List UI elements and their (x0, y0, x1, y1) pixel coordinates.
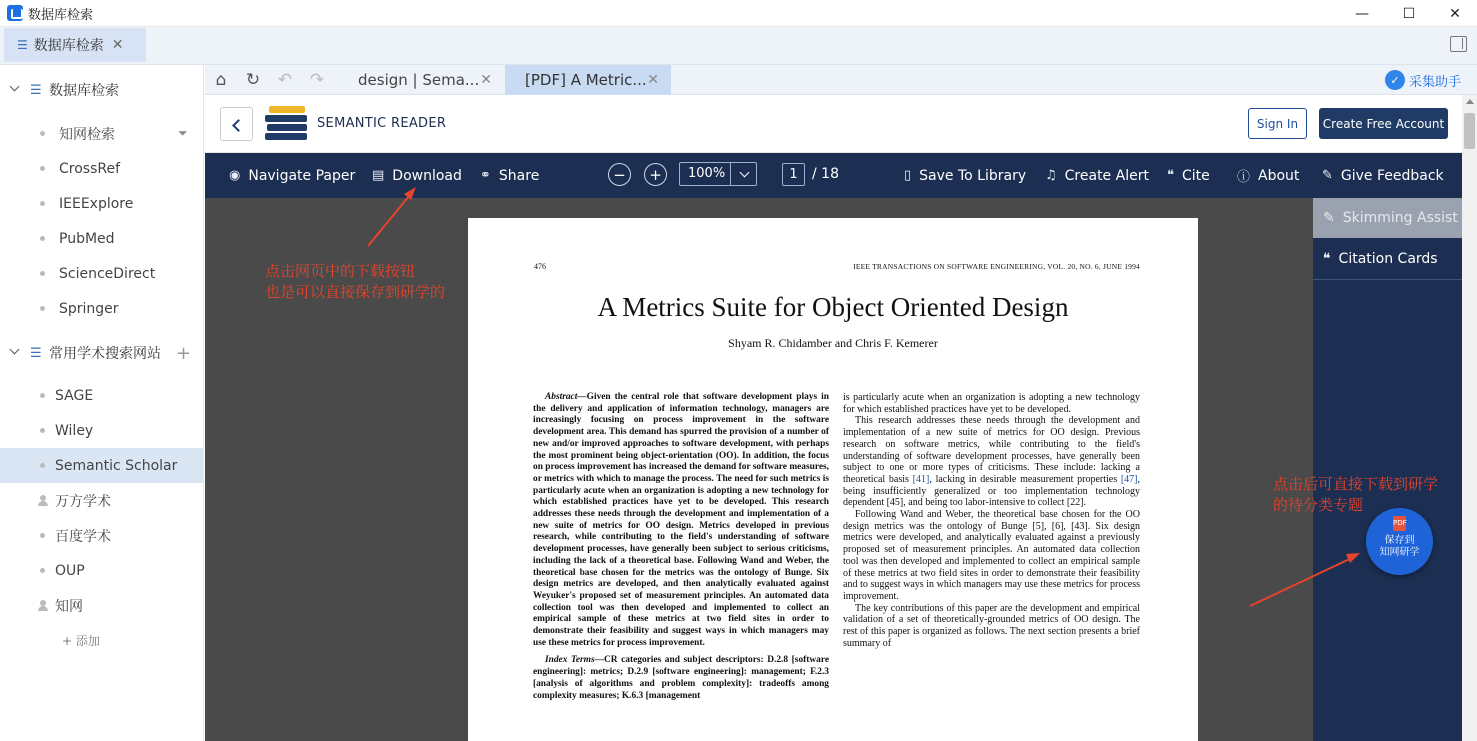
sidebar-item-oup[interactable] (0, 553, 204, 588)
feedback-icon: ✎ (1322, 168, 1333, 183)
sidebar-item-label: ScienceDirect (59, 265, 156, 282)
paragraph: Following Wand and Weber, the theoretical base chosen for the OO design metrics was the ontology of Bunge [5], [6], [43]. Six design metrics were developed, and analytically evaluated against a previously proposed set of measurement principles. An automated data collection tool was then developed and implemented to collect an empirical sample of these metrics at two field sites in order to demonstrate their feasibility and to suggest ways in which managers may use these metrics for process improvement. (843, 509, 1140, 602)
bullet-icon (40, 131, 45, 136)
download-annotation (265, 261, 445, 303)
refresh-icon[interactable]: ↻ (245, 70, 261, 90)
abstract-text: Given the central role that software development plays in the delivery and application of information technology, managers are increasingly focusing on process improvement in the software development area. This demand has spurred the provision of a number of new and/or improved approaches to software development, with perhaps the most prominent being object-orientation (OO). In addition, the focus on process improvement has increased the demand for software measures, or metrics with which to manage the process. The need for such metrics is particularly acute when an organization is adopting a new technology for which established practices have yet to be developed. This research addresses these needs through the development and implementation of a new suite of metrics for OO design. Metrics developed in previous research, while contributing to the field's understanding of software development processes, have generally been subject to serious criticisms, including the lack of a theoretical base. Following Wand and Weber, the theoretical base chosen for the metrics was the ontology of Bunge. Six design metrics are developed, and then analytically evaluated against Weyuker's proposed set of measurement principles. An automated data collection tool was then developed and implemented to collect an empirical sample of these metrics at two field sites in order to demonstrate their feasibility and suggest ways in which managers may use these metrics for process improvement. (533, 392, 829, 648)
sidebar-group-academic-sites[interactable] (0, 338, 204, 368)
toolbar-label: Share (498, 167, 540, 184)
back-button[interactable] (220, 107, 253, 141)
assistant-label: 采集助手 (1408, 74, 1461, 90)
toolbar-label: Create Alert (1064, 167, 1149, 184)
side-panel-toggle-icon[interactable] (1450, 36, 1467, 52)
browser-tab-design[interactable] (338, 65, 504, 95)
annotation-line: 点击后可直接下载到研学 (1273, 475, 1439, 493)
minimize-button[interactable]: — (1355, 5, 1369, 22)
bullet-icon (40, 393, 45, 398)
chevron-down-icon[interactable] (10, 345, 20, 355)
tab-label: 数据库检索 (33, 38, 104, 54)
page-number-input[interactable]: 1 (782, 163, 805, 186)
back-arrow-icon[interactable]: ↶ (277, 70, 293, 90)
top-tab-strip (0, 27, 1477, 65)
panel-label: Skimming Assist (1342, 210, 1458, 226)
sidebar-item-label: PubMed (59, 230, 115, 247)
close-tab-icon[interactable]: ✕ (647, 72, 659, 88)
filter-icon[interactable]: ⏷ (178, 126, 188, 140)
group-label: 数据库检索 (49, 83, 119, 99)
save-to-library-button[interactable] (904, 153, 1026, 198)
page-number: 476 (534, 262, 546, 271)
minus-icon: − (613, 165, 626, 184)
browser-tab-label: design | Sema... (358, 71, 480, 89)
skimming-assist-button[interactable] (1313, 198, 1462, 238)
bullet-icon (40, 428, 45, 433)
close-tab-icon[interactable]: ✕ (480, 72, 492, 88)
page-scrollbar[interactable] (1462, 95, 1477, 741)
semantic-reader-logo-icon (265, 105, 310, 143)
pdf-page (468, 218, 1198, 741)
toolbar-label: Save To Library (919, 167, 1027, 184)
search-list-icon: ☰ (17, 38, 28, 52)
sidebar-item-cnki-search[interactable] (0, 116, 204, 151)
info-icon: ⓘ (1237, 170, 1251, 185)
save-label-2: 知网研学 (1379, 547, 1420, 558)
create-account-button[interactable]: Create Free Account (1319, 108, 1448, 139)
toolbar-label: Download (392, 167, 462, 184)
toolbar-label: About (1258, 167, 1300, 184)
paper-authors: Shyam R. Chidamber and Chris F. Kemerer (728, 336, 938, 350)
search-list-icon: ☰ (30, 345, 42, 361)
toolbar-label: Cite (1182, 167, 1210, 184)
zoom-out-button[interactable] (608, 163, 631, 186)
reader-header (205, 95, 1462, 153)
browser-tab-label: [PDF] A Metric... (525, 71, 647, 89)
zoom-in-button[interactable] (644, 163, 667, 186)
annotation-line: 也是可以直接保存到研学的 (265, 283, 446, 301)
maximize-button[interactable]: ☐ (1402, 5, 1416, 22)
share-button[interactable] (480, 153, 539, 198)
journal-header: IEEE TRANSACTIONS ON SOFTWARE ENGINEERING, VOL. 20, NO. 6, JUNE 1994 (853, 262, 1140, 271)
group-label: 常用学术搜索网站 (49, 346, 161, 362)
bookmark-icon: ▯ (904, 168, 912, 183)
sidebar-group-database-search[interactable] (0, 75, 204, 105)
sidebar-item-label: 万方学术 (55, 493, 111, 510)
citation-link[interactable]: [41] (912, 473, 930, 485)
chevron-down-icon[interactable] (730, 163, 757, 185)
save-label-1: 保存到 (1384, 535, 1415, 546)
bullet-icon (40, 568, 45, 573)
sidebar-item-label: Springer (59, 300, 119, 317)
scrollbar-thumb[interactable] (1464, 113, 1475, 149)
annotation-line: 的待分类专题 (1273, 496, 1364, 514)
forward-arrow-icon[interactable]: ↷ (309, 70, 325, 90)
bullet-icon (40, 306, 45, 311)
sidebar-item-baidu-scholar[interactable] (0, 518, 204, 553)
about-button[interactable] (1237, 153, 1299, 198)
download-button[interactable] (372, 153, 462, 198)
close-tab-icon[interactable]: ✕ (111, 37, 124, 53)
sidebar-item-crossref[interactable] (0, 151, 204, 186)
sidebar-item-semantic-scholar[interactable] (0, 448, 204, 483)
create-alert-button[interactable] (1045, 153, 1149, 198)
window-title-bar (0, 0, 1477, 27)
browser-tab-bar (205, 65, 1477, 95)
sidebar-item-label: CrossRef (59, 160, 121, 177)
plus-icon: + (649, 165, 662, 184)
download-icon: ▤ (372, 168, 385, 183)
assistant-icon: ✓ (1385, 70, 1405, 90)
app-logo-icon (7, 5, 23, 21)
paragraph: is particularly acute when an organization is adopting a new technology for which established practices have yet to be developed. (843, 392, 1140, 415)
paragraph-part: , being insufficiently generalized or too implementation technology dependent [45], and being too labor-intensive to collect [22]. (843, 473, 1140, 509)
save-to-cnki-button[interactable] (1366, 508, 1433, 575)
home-icon[interactable]: ⌂ (215, 70, 227, 90)
collect-assistant-button[interactable] (1385, 68, 1461, 92)
sign-in-button[interactable]: Sign In (1248, 108, 1307, 139)
give-feedback-button[interactable] (1322, 153, 1444, 198)
close-window-button[interactable]: ✕ (1449, 5, 1461, 22)
user-icon (38, 600, 48, 611)
sidebar-item-sage[interactable] (0, 378, 204, 413)
paragraph-part: , lacking in desirable measurement properties (929, 473, 1121, 485)
intro-column (843, 392, 1140, 649)
bullet-icon (40, 271, 45, 276)
window-title: 数据库检索 (28, 7, 94, 23)
sidebar-item-cnki[interactable] (0, 588, 204, 623)
zoom-value: 100% (688, 166, 726, 181)
pen-icon: ✎ (1323, 210, 1335, 226)
compass-icon: ◉ (229, 168, 241, 183)
browser-tab-pdf[interactable] (505, 65, 671, 95)
sidebar-item-label: IEEExplore (59, 195, 134, 212)
sidebar-item-label: Wiley (55, 422, 94, 439)
reader-side-panel (1313, 198, 1462, 741)
sidebar-item-wiley[interactable] (0, 413, 204, 448)
sidebar-item-sciencedirect[interactable] (0, 256, 204, 291)
bullet-icon (40, 166, 45, 171)
toolbar-label: Give Feedback (1340, 167, 1444, 184)
sidebar-item-ieeexplore[interactable] (0, 186, 204, 221)
bell-icon: ♫ (1045, 168, 1057, 183)
paper-title: A Metrics Suite for Object Oriented Design (597, 292, 1069, 322)
citation-link[interactable]: [47] (1120, 473, 1138, 485)
sidebar (0, 65, 204, 741)
add-site-button[interactable]: + 添加 (62, 634, 100, 648)
page-total: / 18 (812, 166, 839, 182)
annotation-line: 点击网页中的下载按钮 (265, 262, 416, 280)
bullet-icon (40, 236, 45, 241)
sidebar-item-label: 百度学术 (55, 528, 111, 545)
index-terms-text: CR categories and subject descriptors: D.2.8 [software engineering]: metrics; D.2.9 [software engineering]: management; F.2.3 [analysis of algorithms and problem complexity]: tradeoffs among complexity measures; K.6.3 [management (533, 655, 829, 701)
panel-label: Citation Cards (1338, 250, 1438, 267)
add-site-icon[interactable]: + (176, 342, 192, 364)
zoom-select[interactable] (679, 162, 757, 186)
citation-cards-button[interactable] (1313, 238, 1462, 280)
index-terms-lead: Index Terms— (545, 655, 604, 666)
link-icon: ⚭ (480, 168, 491, 183)
save-annotation (1273, 474, 1438, 516)
abstract-lead: Abstract— (545, 392, 587, 402)
paragraph-part: This research addresses these needs through the development and implementation of a new suite of metrics for OO design. Previous research on software metrics, while contributing to the field's understanding of software development processes, have generally been subject to one or more types of criticisms. These include: lacking a theoretical basis (843, 415, 1140, 485)
sidebar-item-wanfang[interactable] (0, 483, 204, 518)
cite-button[interactable] (1167, 153, 1210, 198)
pdf-icon: PDF (1393, 516, 1406, 531)
sidebar-item-label: OUP (55, 562, 85, 579)
bullet-icon (40, 533, 45, 538)
chevron-down-icon[interactable] (10, 82, 20, 92)
paragraph: The key contributions of this paper are the development and empirical validation of a set of theoretically-grounded metrics of OO design. The rest of this paper is organized as follows. The next section presents a brief summary of (843, 602, 1140, 649)
sidebar-item-label: SAGE (55, 387, 94, 404)
navigate-paper-button[interactable] (229, 153, 355, 198)
quote-card-icon: ❝ (1323, 250, 1331, 267)
sidebar-item-label: Semantic Scholar (55, 457, 178, 474)
reader-toolbar (205, 153, 1462, 198)
sidebar-item-label: 知网 (55, 598, 83, 615)
quote-icon: ❝ (1167, 168, 1174, 183)
toolbar-label: Navigate Paper (248, 167, 356, 184)
abstract-column (533, 392, 829, 702)
tab-database-search[interactable] (4, 28, 146, 62)
user-icon (38, 495, 48, 506)
sidebar-item-label: 知网检索 (59, 126, 115, 143)
search-list-icon: ☰ (30, 82, 42, 98)
sidebar-item-pubmed[interactable] (0, 221, 204, 256)
bullet-icon (40, 463, 45, 468)
sidebar-item-springer[interactable] (0, 291, 204, 326)
bullet-icon (40, 201, 45, 206)
scroll-up-icon[interactable] (1466, 99, 1474, 104)
brand-name: SEMANTIC READER (317, 116, 447, 131)
